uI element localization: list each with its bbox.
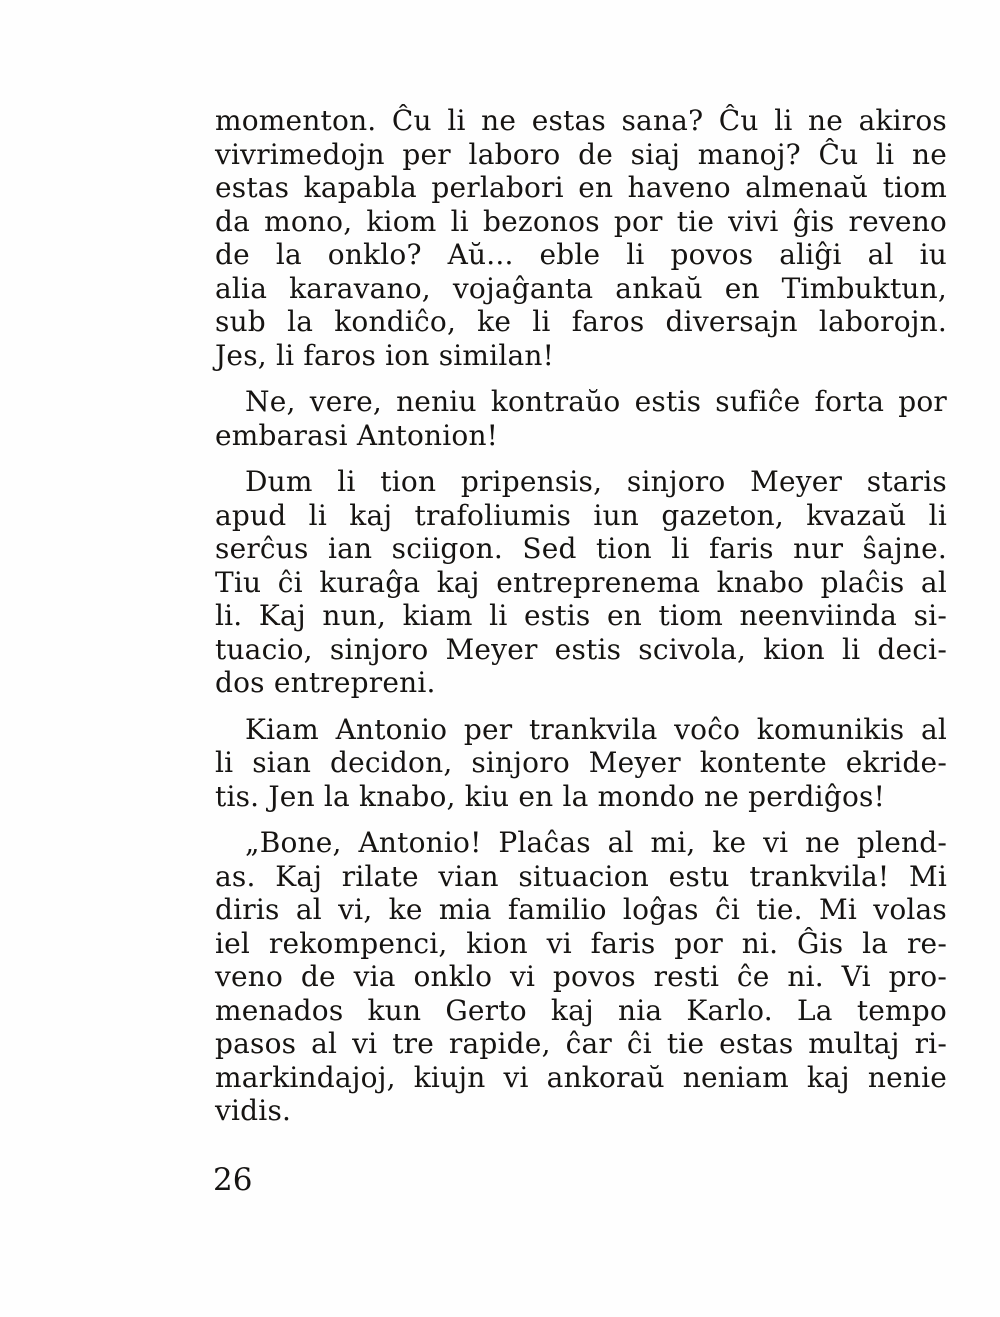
- text-line: tuacio, sinjoro Meyer estis scivola, kion li deci-: [215, 632, 947, 666]
- text-line: pasos al vi tre rapide, ĉar ĉi tie estas multaj ri-: [215, 1027, 947, 1060]
- text-line: sub la kondiĉo, ke li faros diversajn laborojn.: [215, 305, 947, 338]
- text-line: alia karavano, vojaĝanta ankaŭ en Timbuktun,: [215, 271, 947, 305]
- text-line: serĉus ian sciigon. Sed tion li faris nur ŝajne.: [215, 532, 947, 565]
- paragraph: [215, 104, 947, 372]
- text-line: da mono, kiom li bezonos por tie vivi ĝis reveno: [215, 204, 947, 238]
- text-line: markindajoj, kiujn vi ankoraŭ neniam kaj nenie: [215, 1060, 947, 1094]
- text-line: iel rekompenci, kion vi faris por ni. Ĝis la re-: [215, 926, 947, 960]
- text-line: estas kapabla perlabori en haveno almenaŭ tiom: [215, 171, 947, 204]
- text-line: vidis.: [215, 1094, 292, 1127]
- text-line: li. Kaj nun, kiam li estis en tiom neenviinda si-: [215, 599, 947, 632]
- text-line: de la onklo? Aŭ... eble li povos aliĝi al iu: [215, 238, 947, 271]
- text-line: veno de via onklo vi povos resti ĉe ni. Vi pro-: [215, 960, 947, 993]
- text-line: Ne, vere, neniu kontraŭo estis sufiĉe forta por: [245, 385, 947, 418]
- text-line: Dum li tion pripensis, sinjoro Meyer staris: [245, 465, 947, 498]
- text-block: [215, 104, 947, 1128]
- text-line: „Bone, Antonio! Plaĉas al mi, ke vi ne plend-: [245, 826, 947, 859]
- paragraph: [215, 826, 947, 1128]
- paragraph: [215, 385, 947, 452]
- text-line: menados kun Gerto kaj nia Karlo. La tempo: [215, 993, 947, 1027]
- text-line: apud li kaj trafoliumis iun gazeton, kvazaŭ li: [215, 498, 947, 532]
- text-line: momenton. Ĉu li ne estas sana? Ĉu li ne akiros: [215, 104, 947, 137]
- text-line: tis. Jen la knabo, kiu en la mondo ne perdiĝos!: [215, 779, 886, 813]
- text-line: Tiu ĉi kuraĝa kaj entreprenema knabo plaĉis al: [215, 565, 947, 599]
- text-line: Kiam Antonio per trankvila voĉo komunikis al: [245, 712, 947, 746]
- text-line: li sian decidon, sinjoro Meyer kontente ekride-: [215, 746, 947, 779]
- text-line: dos entrepreni.: [215, 666, 436, 699]
- paragraph: [215, 713, 947, 814]
- text-line: as. Kaj rilate vian situacion estu trankvila! Mi: [215, 859, 947, 893]
- text-line: diris al vi, ke mia familio loĝas ĉi tie. Mi volas: [215, 893, 947, 926]
- page-number: 26: [213, 1162, 253, 1198]
- paragraph: [215, 465, 947, 700]
- text-line: Jes, li faros ion similan!: [215, 338, 555, 372]
- text-line: vivrimedojn per laboro de siaj manoj? Ĉu li ne: [215, 137, 947, 171]
- text-line: embarasi Antonion!: [215, 418, 499, 452]
